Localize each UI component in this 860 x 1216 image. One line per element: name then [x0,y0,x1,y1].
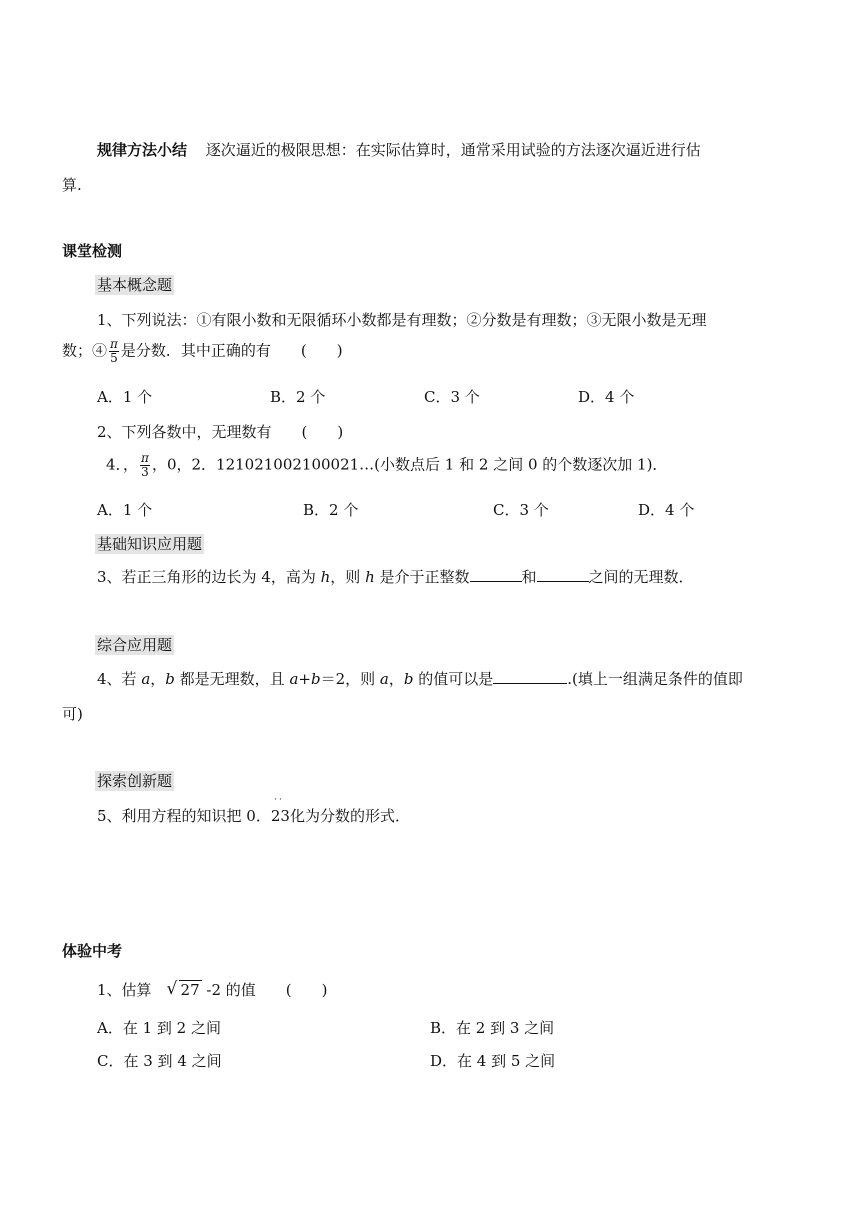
subheading-basic-concept: 基本概念题 [97,276,173,294]
exam-q1-option-a: A．在 1 到 2 之间 [97,1019,221,1037]
q4-line-1: 4、若 a，b 都是无理数，且 a+b＝2，则 a，b 的值可以是 .(填上一组满足条件的值即 [97,670,743,688]
q1-option-d: D．4 个 [578,388,635,406]
subheading-comprehensive: 综合应用题 [97,636,173,654]
exam-q1-line: 1、估算 √ 27 -2 的值 ( ) [97,979,328,999]
q3-line: 3、若正三角形的边长为 4，高为 h，则 h 是介于正整数 和 之间的无理数． [97,568,694,586]
q2-option-d: D．4 个 [638,501,695,519]
square-root-27: √ 27 [166,979,200,999]
q3-blank-1[interactable] [470,581,522,582]
q1-option-b: B．2 个 [270,388,326,406]
exam-q1-option-b: B．在 2 到 3 之间 [430,1019,555,1037]
summary-line-2: 算. [62,176,82,194]
subheading-explore: 探索创新题 [97,772,173,790]
summary-label: 规律方法小结 [97,141,188,159]
q2-line-2: 4．， $\frac{\pi}{3}$ ，0，2．121021002100021…(小数点后 1 和 2 之间 0 的个数逐次加 1)． [106,451,668,479]
summary-text: 逐次逼近的极限思想：在实际估算时，通常采用试验的方法逐次逼近进行估 [205,141,701,159]
q3-blank-2[interactable] [537,581,589,582]
q1-option-a: A．1 个 [97,388,153,406]
exam-q1-option-c: C．在 3 到 4 之间 [97,1052,222,1070]
pi-over-5-fraction: $\frac{\pi}{5}$ [110,337,118,365]
summary-line-1 [97,139,701,160]
q1-line-2: 数；④ $\frac{\pi}{5}$ 是分数．其中正确的有 ( ) [62,337,343,365]
q5-line: 5、利用方程的知识把 0． ˙˙ 23化为分数的形式． [97,798,410,825]
section-title-exam: 体验中考 [62,942,123,960]
q2-option-b: B．2 个 [303,501,359,519]
subheading-basic-application: 基础知识应用题 [97,535,203,553]
exam-q1-option-d: D．在 4 到 5 之间 [430,1052,556,1070]
q4-line-2: 可) [62,705,83,723]
repeating-decimal: ˙˙ 23 [270,798,290,825]
q1-option-c: C．3 个 [424,388,480,406]
q1-line-1: 1、下列说法：①有限小数和无限循环小数都是有理数；②分数是有理数；③无限小数是无理 [97,311,707,329]
q2-line-1: 2、下列各数中，无理数有 ( ) [97,423,344,441]
section-title-class-test: 课堂检测 [62,242,123,260]
q2-option-c: C．3 个 [493,501,549,519]
pi-over-3-fraction: $\frac{\pi}{3}$ [141,451,149,479]
q2-option-a: A．1 个 [97,501,153,519]
q4-blank[interactable] [493,683,567,684]
